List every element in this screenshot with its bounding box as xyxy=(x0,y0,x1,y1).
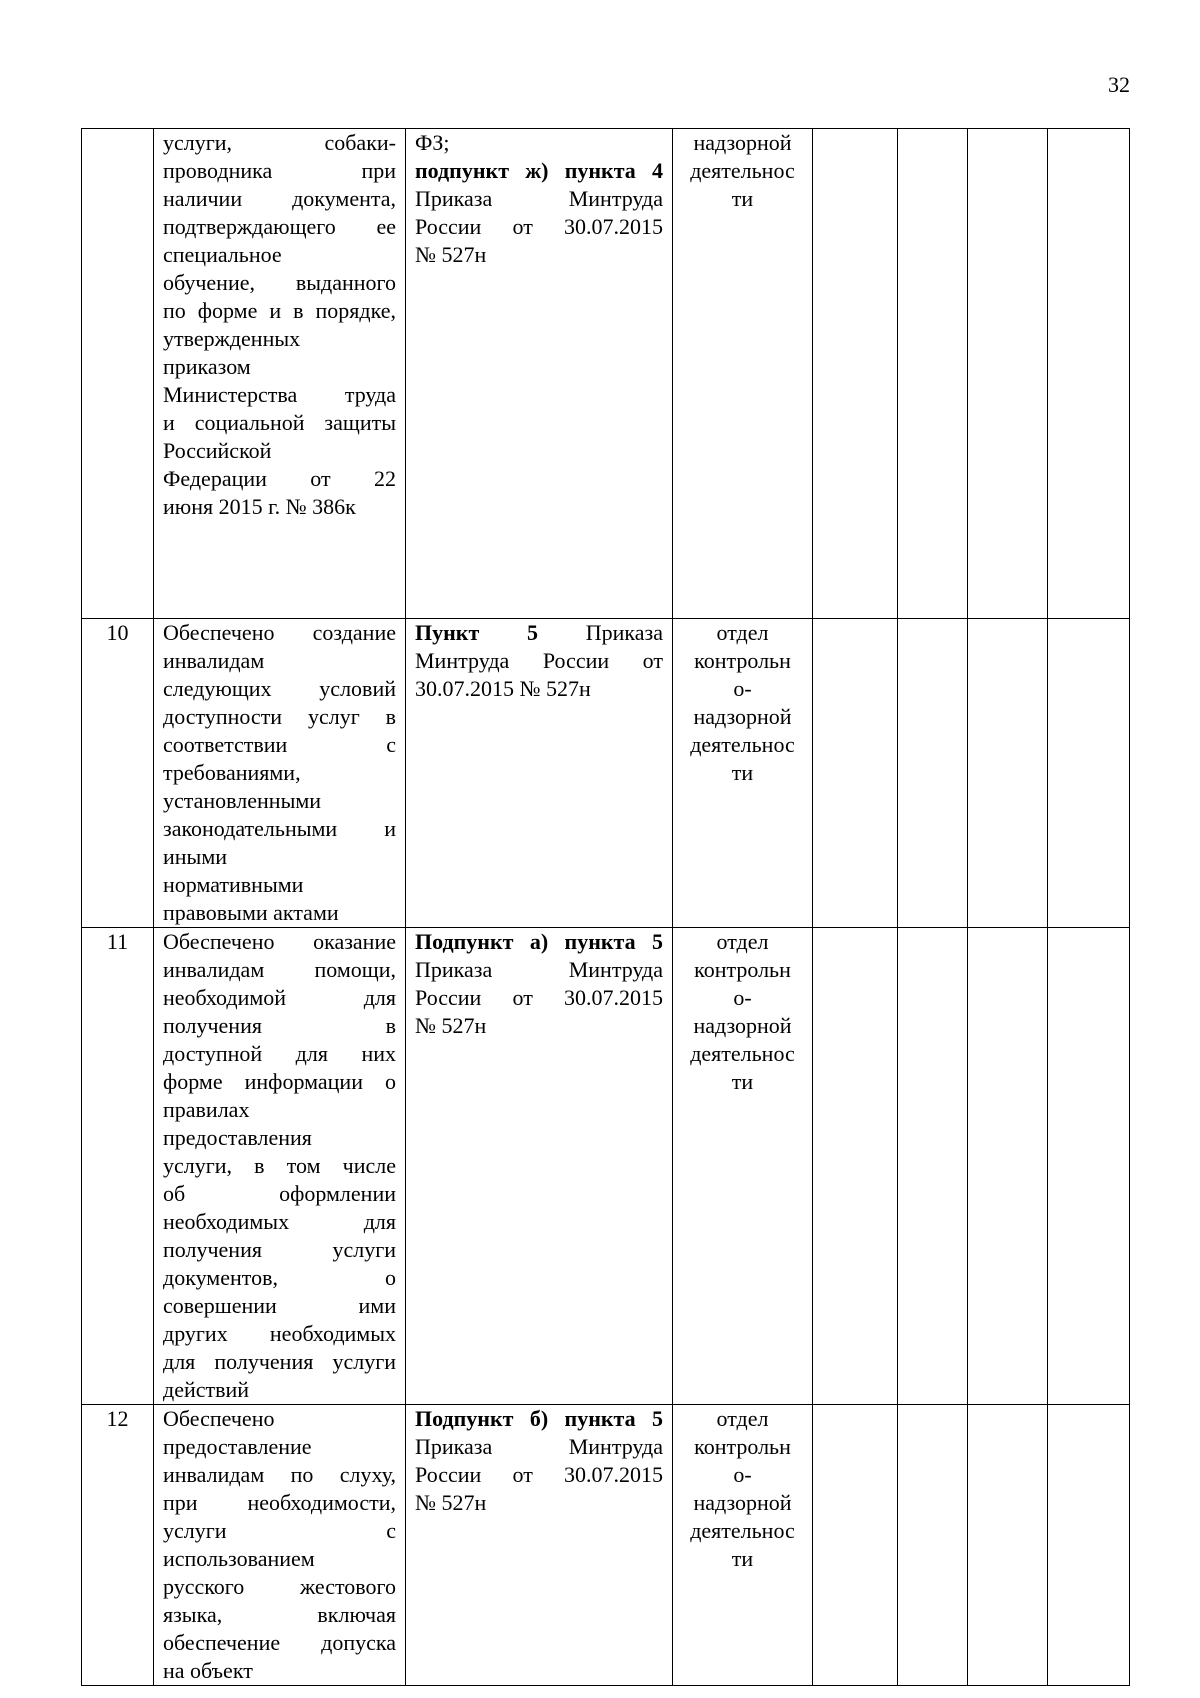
legal-reference-line xyxy=(415,213,663,241)
table-row xyxy=(82,129,1130,619)
requirement-line: установленными xyxy=(163,788,322,813)
requirement-line: Обеспечено xyxy=(163,1406,275,1431)
requirement-cell xyxy=(154,928,406,1405)
row-number-cell: 10 xyxy=(82,619,154,928)
department-line: деятельнос xyxy=(690,732,795,757)
requirement-line: инвалидам по слуху, xyxy=(163,1462,396,1487)
requirement-line: для получения услуги xyxy=(163,1349,396,1374)
department-line: ти xyxy=(731,760,754,785)
department-line: контрольн xyxy=(694,648,791,673)
requirement-line: на объект xyxy=(163,1658,253,1683)
empty-cell xyxy=(813,1405,898,1686)
empty-cell xyxy=(1048,928,1130,1405)
table-row xyxy=(82,928,1130,1405)
table-row xyxy=(82,619,1130,928)
legal-reference-text: подпункт ж) пункта 4 xyxy=(415,158,663,183)
department-line: деятельнос xyxy=(690,1518,795,1543)
department-line: ти xyxy=(731,186,754,211)
requirement-line: использованием xyxy=(163,1546,315,1571)
department-line: деятельнос xyxy=(690,1041,795,1066)
requirement-line: правилах xyxy=(163,1097,250,1122)
requirement-line: Федерации от 22 xyxy=(163,466,396,491)
requirement-line: соответствии с xyxy=(163,732,396,757)
empty-cell xyxy=(813,129,898,619)
legal-reference-line xyxy=(415,1012,663,1040)
empty-cell xyxy=(1048,129,1130,619)
department-line: надзорной xyxy=(693,130,792,155)
legal-reference-line xyxy=(415,647,663,675)
requirement-line: при необходимости, xyxy=(163,1490,396,1515)
legal-reference-suffix: Приказа xyxy=(538,620,663,645)
legal-reference-text: ФЗ; xyxy=(415,130,450,155)
legal-reference-text: Подпункт б) пункта 5 xyxy=(415,1406,663,1431)
requirement-line: следующих условий xyxy=(163,676,396,701)
requirement-line: услуги, в том числе xyxy=(163,1153,396,1178)
requirement-line: действий xyxy=(163,1377,250,1402)
requirement-line: об оформлении xyxy=(163,1181,396,1206)
legal-reference-text: 30.07.2015 № 527н xyxy=(415,676,591,701)
requirement-line: русского жестового xyxy=(163,1574,396,1599)
department-line: о- xyxy=(733,676,752,701)
department-line: ти xyxy=(731,1546,754,1571)
department-line: надзорной xyxy=(693,1490,792,1515)
legal-reference-cell xyxy=(406,1405,673,1686)
responsible-department-cell xyxy=(673,619,813,928)
empty-cell xyxy=(968,928,1048,1405)
requirement-line: требованиями, xyxy=(163,760,301,785)
requirement-line: обучение, выданного xyxy=(163,270,396,295)
legal-reference-text: № 527н xyxy=(415,1013,487,1038)
empty-cell xyxy=(968,129,1048,619)
requirement-line: других необходимых xyxy=(163,1321,396,1346)
requirement-line: подтверждающего ее xyxy=(163,214,396,239)
legal-reference-text: № 527н xyxy=(415,1490,487,1515)
requirement-line: необходимых для xyxy=(163,1209,396,1234)
responsible-department-cell xyxy=(673,129,813,619)
requirement-line: приказом xyxy=(163,354,251,379)
requirement-line: услуги, собаки- xyxy=(163,130,396,155)
requirement-line: наличии документа, xyxy=(163,186,396,211)
legal-reference-cell xyxy=(406,928,673,1405)
table-body xyxy=(82,129,1130,1686)
empty-cell xyxy=(898,1405,968,1686)
legal-reference-line xyxy=(415,619,663,647)
requirement-line: форме информации о xyxy=(163,1069,396,1094)
legal-reference-line xyxy=(415,129,663,157)
requirement-line: получения в xyxy=(163,1013,396,1038)
row-number-cell: 11 xyxy=(82,928,154,1405)
legal-reference-text: России от 30.07.2015 xyxy=(415,1462,663,1487)
legal-reference-line xyxy=(415,1489,663,1517)
requirement-line: необходимой для xyxy=(163,985,396,1010)
legal-reference-line xyxy=(415,1405,663,1433)
department-line: отдел xyxy=(716,620,769,645)
legal-reference-text: Приказа Минтруда xyxy=(415,186,663,211)
requirement-line: специальное xyxy=(163,242,282,267)
empty-cell xyxy=(1048,1405,1130,1686)
empty-cell xyxy=(898,129,968,619)
legal-reference-line xyxy=(415,241,663,269)
responsible-department-cell xyxy=(673,928,813,1405)
legal-reference-text: Приказа Минтруда xyxy=(415,1434,663,1459)
empty-cell xyxy=(968,1405,1048,1686)
legal-reference-line xyxy=(415,157,663,185)
requirement-line: проводника при xyxy=(163,158,396,183)
requirement-line: июня 2015 г. № 386к xyxy=(163,494,356,519)
legal-reference-line xyxy=(415,185,663,213)
legal-reference-line xyxy=(415,928,663,956)
requirement-cell xyxy=(154,129,406,619)
legal-reference-text: Минтруда России от xyxy=(415,648,663,673)
requirement-line: получения услуги xyxy=(163,1237,396,1262)
legal-reference-line xyxy=(415,1461,663,1489)
requirement-line: утвержденных xyxy=(163,326,301,351)
department-line: о- xyxy=(733,985,752,1010)
requirement-line: Министерства труда xyxy=(163,382,396,407)
empty-cell xyxy=(968,619,1048,928)
requirement-line: совершении ими xyxy=(163,1293,396,1318)
requirement-line: инвалидам xyxy=(163,648,265,673)
department-line: ти xyxy=(731,1069,754,1094)
legal-reference-text: № 527н xyxy=(415,242,487,267)
requirement-line: иными xyxy=(163,844,228,869)
empty-cell xyxy=(813,928,898,1405)
legal-reference-cell xyxy=(406,619,673,928)
department-line: о- xyxy=(733,1462,752,1487)
requirement-line: предоставления xyxy=(163,1125,312,1150)
legal-reference-line xyxy=(415,956,663,984)
requirement-line: Российской xyxy=(163,438,272,463)
requirement-line: нормативными xyxy=(163,872,304,897)
legal-reference-line xyxy=(415,675,663,703)
requirement-cell xyxy=(154,1405,406,1686)
requirement-line: и социальной защиты xyxy=(163,410,396,435)
requirement-line: предоставление xyxy=(163,1434,312,1459)
department-line: деятельнос xyxy=(690,158,795,183)
legal-reference-text: России от 30.07.2015 xyxy=(415,214,663,239)
table-row xyxy=(82,1405,1130,1686)
requirement-line: инвалидам помощи, xyxy=(163,957,396,982)
requirement-line: по форме и в порядке, xyxy=(163,298,396,323)
requirement-line: Обеспечено создание xyxy=(163,620,396,645)
department-line: контрольн xyxy=(694,1434,791,1459)
requirement-line: документов, о xyxy=(163,1265,396,1290)
page-number: 32 xyxy=(1108,72,1130,97)
requirement-line: доступности услуг в xyxy=(163,704,396,729)
requirement-line: языка, включая xyxy=(163,1602,396,1627)
department-line: надзорной xyxy=(693,704,792,729)
legal-reference-line xyxy=(415,984,663,1012)
department-line: надзорной xyxy=(693,1013,792,1038)
empty-cell xyxy=(813,619,898,928)
checklist-table xyxy=(81,128,1130,1686)
department-line: отдел xyxy=(716,929,769,954)
empty-cell xyxy=(1048,619,1130,928)
empty-cell xyxy=(898,928,968,1405)
responsible-department-cell xyxy=(673,1405,813,1686)
requirement-line: правовыми актами xyxy=(163,900,339,925)
legal-reference-cell xyxy=(406,129,673,619)
row-number-cell xyxy=(82,129,154,619)
requirement-line: услуги с xyxy=(163,1518,396,1543)
legal-reference-line xyxy=(415,1433,663,1461)
department-line: отдел xyxy=(716,1406,769,1431)
requirement-line: Обеспечено оказание xyxy=(163,929,396,954)
legal-reference-text: Подпункт а) пункта 5 xyxy=(415,929,663,954)
legal-reference-text: России от 30.07.2015 xyxy=(415,985,663,1010)
requirement-cell xyxy=(154,619,406,928)
empty-cell xyxy=(898,619,968,928)
row-number-cell: 12 xyxy=(82,1405,154,1686)
requirement-line: обеспечение допуска xyxy=(163,1630,396,1655)
legal-reference-text: Приказа Минтруда xyxy=(415,957,663,982)
requirement-line: доступной для них xyxy=(163,1041,396,1066)
legal-reference-text: Пункт 5 xyxy=(415,620,539,645)
department-line: контрольн xyxy=(694,957,791,982)
requirement-line: законодательными и xyxy=(163,816,396,841)
